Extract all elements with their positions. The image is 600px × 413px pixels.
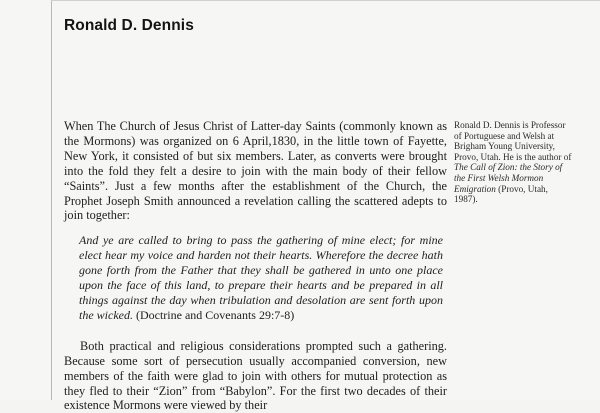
paragraph-1: When The Church of Jesus Christ of Latter-day Saints (commonly known as the Mormons) was organized on 6 April,1830, in the little town of Fayette, New York, it consisted of but six members. Later, as converts were brought into the fold they felt a desire to join with the main body of their fellow “Saints”. Just a few months after the establishment of the Church, the Prophet Joseph Smith announced a revelation calling the scattered adepts to join together: (64, 119, 447, 223)
sidenote-book-title: The Call of Zion: the Story of the First Welsh Mormon Emigration (454, 162, 563, 194)
quote-text: And ye are called to bring to pass the gathering of mine elect; for mine elect hear my voice and harden not their hearts. Wherefore the decree hath gone forth from the Father that they shall be gathered in unto one place upon the face of this land, to prepare their hearts and be prepared in all things against the day when tribulation and desolation are sent forth upon the wicked. (79, 233, 443, 322)
author-heading: Ronald D. Dennis (64, 17, 194, 34)
paragraph-2: Both practical and religious considerations prompted such a gathering. Because some sort of persecution usually accompanied conversion, new members of the faith were glad to join with others for mutual protection as they fled to their “Zion” from “Babylon”. For the first two decades of their existence Mormons were viewed by their (64, 338, 447, 413)
sidenote-publication: (Provo, Utah, 1987). (454, 183, 548, 205)
block-quote (79, 233, 443, 322)
quote-citation: (Doctrine and Covenants 29:7-8) (135, 307, 295, 322)
margin-rule (51, 0, 52, 400)
sidenote-text: Ronald D. Dennis is Professor of Portuguese and Welsh at Brigham Young University, Provo, Utah. He is the author of (454, 120, 572, 162)
article-body (64, 119, 447, 413)
author-bio-sidenote (454, 120, 572, 205)
top-rule (51, 0, 600, 1)
